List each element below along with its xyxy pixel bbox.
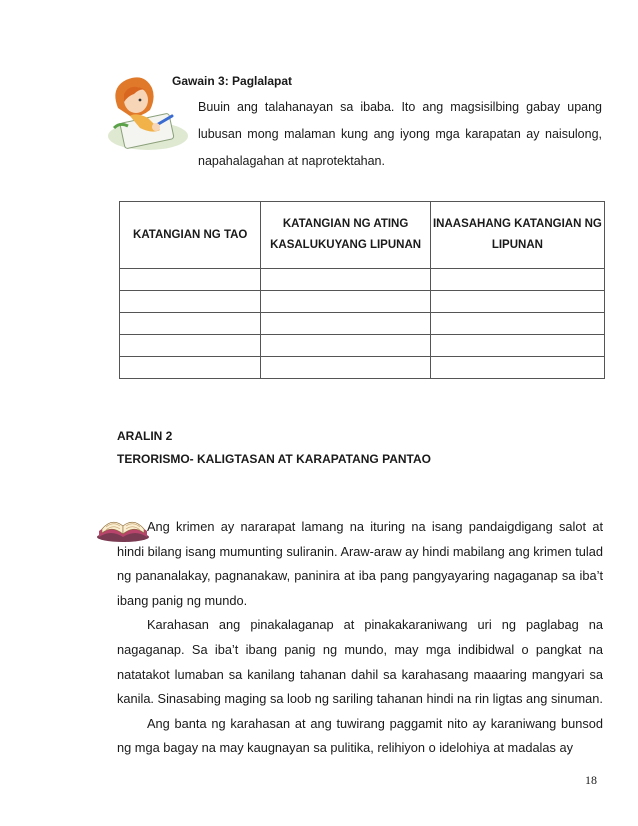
- table-cell[interactable]: [261, 291, 430, 313]
- table-cell[interactable]: [430, 313, 604, 335]
- page-number: 18: [585, 773, 597, 787]
- paragraph: Ang banta ng karahasan at ang tuwirang paggamit nito ay karaniwang bunsod ng mga bagay na may kaugnayan sa pulitika, relihiyon o idelohiya at madalas ay: [117, 715, 603, 756]
- activity-instruction: Buuin ang talahanayan sa ibaba. Ito ang magsisilbing gabay upang lubusan mong malaman kung ang iyong mga karapatan ay naisulong, napahalagahan at naprotektahan.: [198, 100, 602, 168]
- activity-title: Gawain 3: Paglalapat: [172, 74, 293, 88]
- table-row: [120, 291, 605, 313]
- table-cell[interactable]: [120, 313, 261, 335]
- table-cell[interactable]: [430, 357, 604, 379]
- table-row: [120, 335, 605, 357]
- table-cell[interactable]: [261, 269, 430, 291]
- table-cell[interactable]: [120, 269, 261, 291]
- table-cell[interactable]: [261, 357, 430, 379]
- paragraph: Ang krimen ay nararapat lamang na ituring na isang pandaigdigang salot at hindi bilang isang mumunting suliranin. Araw-araw ay hindi mabilang ang krimen tulad ng pananalakay, pagnanakaw, paninira at iba pang pangyayaring nagaganap sa iba’t ibang panig ng mundo.: [117, 519, 603, 608]
- lesson-title: TERORISMO- KALIGTASAN AT KARAPATANG PANTAO: [117, 452, 431, 466]
- table-cell[interactable]: [120, 357, 261, 379]
- activity-table: [119, 201, 605, 379]
- table-row: [120, 357, 605, 379]
- lesson-heading: [117, 425, 431, 471]
- lesson-body: [117, 515, 603, 761]
- table-cell[interactable]: [261, 335, 430, 357]
- table-cell[interactable]: [120, 291, 261, 313]
- table-row: [120, 269, 605, 291]
- table-cell[interactable]: [430, 269, 604, 291]
- table-cell[interactable]: [261, 313, 430, 335]
- table-header-cell: KATANGIAN NG TAO: [120, 202, 261, 269]
- table-header-cell: KATANGIAN NG ATING KASALUKUYANG LIPUNAN: [261, 202, 430, 269]
- table-cell[interactable]: [120, 335, 261, 357]
- table-header-row: [120, 202, 605, 269]
- table-cell[interactable]: [430, 335, 604, 357]
- table-row: [120, 313, 605, 335]
- table-cell[interactable]: [430, 291, 604, 313]
- table-header-cell: INAASAHANG KATANGIAN NG LIPUNAN: [430, 202, 604, 269]
- lesson-label: ARALIN 2: [117, 429, 173, 443]
- paragraph: Karahasan ang pinakalaganap at pinakakaraniwang uri ng paglabag na nagaganap. Sa iba’t ibang panig ng mundo, may mga indibidwal o pangkat na natatakot lumaban sa kanilang tahanan dahil sa karahasang maaaring mangyari sa kanila. Sinasabing maging sa loob ng sariling tahanan hindi na rin ligtas ang sinuman.: [117, 617, 603, 707]
